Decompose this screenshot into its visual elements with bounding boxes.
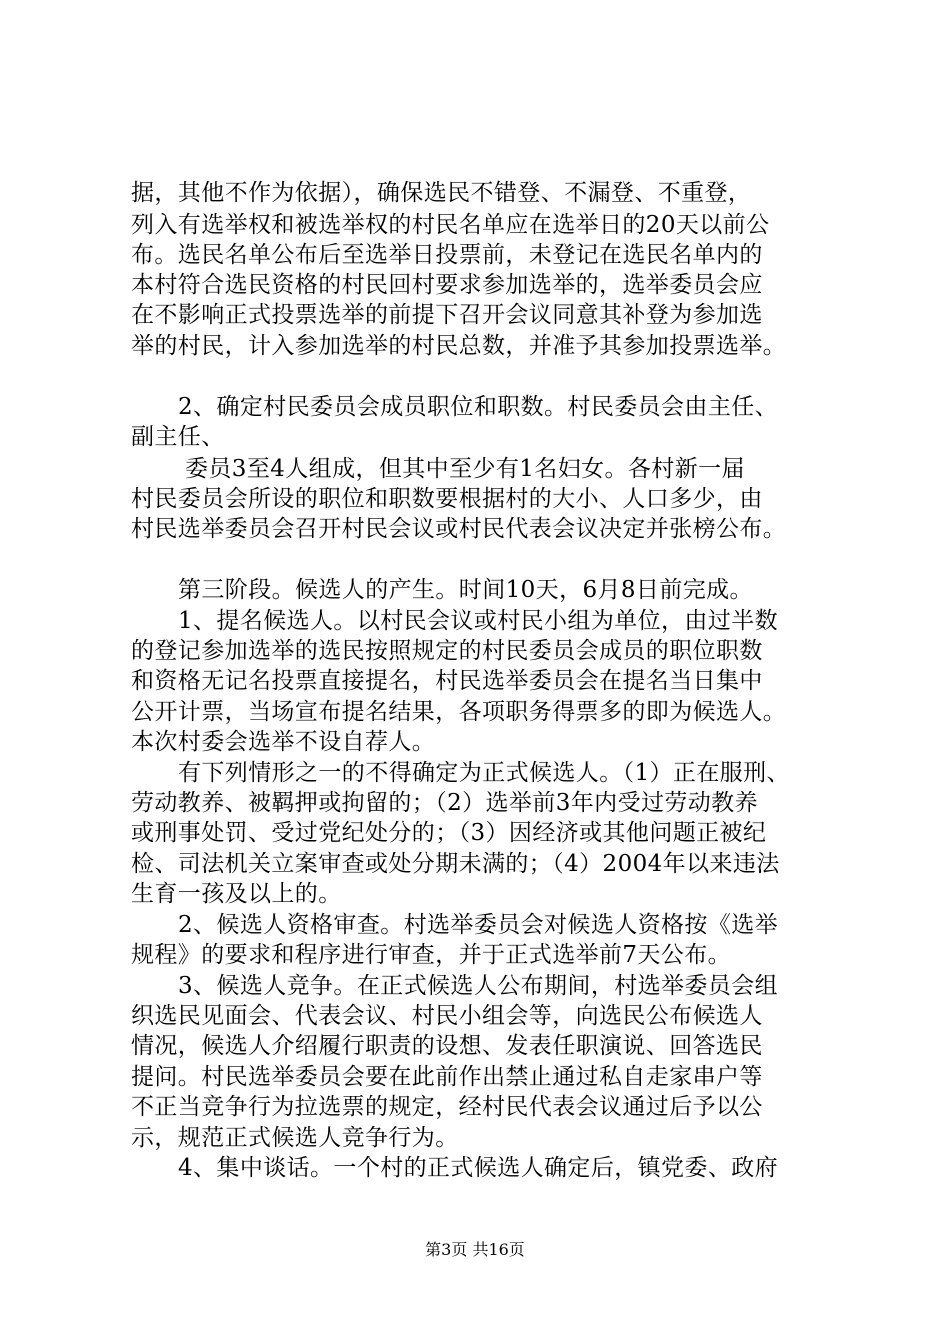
text-line-20: 或刑事处罚、受过党纪处分的；（3）因经济或其他问题正被纪 [131, 820, 767, 846]
page-footer: 第3页 共16页 [425, 1240, 525, 1259]
text-line-5: 在不影响正式投票选举的前提下召开会议同意其补登为参加选 [131, 302, 763, 328]
text-line-1: 据，其他不作为依据），确保选民不错登、不漏登、不重登， [131, 180, 752, 206]
text-line-15: 和资格无记名投票直接提名，村民选举委员会在提名当日集中 [131, 668, 763, 694]
text-line-9: 委员3至4人组成，但其中至少有1名妇女。各村新一届 [185, 456, 745, 482]
text-line-22: 生育一孩及以上的。 [131, 881, 342, 907]
text-line-2: 列入有选举权和被选举权的村民名单应在选举日的20天以前公 [131, 212, 770, 238]
text-line-3: 布。选民名单公布后至选举日投票前，未登记在选民名单内的 [131, 242, 763, 268]
text-line-12: 第三阶段。候选人的产生。时间10天，6月8日前完成。 [178, 577, 753, 603]
text-line-30: 示，规范正式候选人竞争行为。 [131, 1125, 459, 1151]
text-line-24: 规程》的要求和程序进行审查，并于正式选举前7天公布。 [131, 942, 732, 968]
text-line-16: 公开计票，当场宣布提名结果，各项职务得票多的即为候选人。 [131, 699, 787, 725]
text-line-13: 1、提名候选人。以村民会议或村民小组为单位，由过半数 [178, 608, 779, 634]
text-line-10: 村民委员会所设的职位和职数要根据村的大小、人口多少，由 [131, 486, 763, 512]
text-line-18: 有下列情形之一的不得确定为正式候选人。（1）正在服刑、 [178, 760, 790, 786]
text-line-6: 举的村民，计入参加选举的村民总数，并准予其参加投票选举。 [131, 333, 787, 359]
text-line-17: 本次村委会选举不设自荐人。 [131, 729, 436, 755]
text-line-19: 劳动教养、被羁押或拘留的；（2）选举前3年内受过劳动教养 [131, 790, 758, 816]
text-line-11: 村民选举委员会召开村民会议或村民代表会议决定并张榜公布。 [131, 516, 787, 542]
text-line-21: 检、司法机关立案审查或处分期未满的；（4）2004年以来违法 [131, 851, 780, 877]
text-line-27: 情况，候选人介绍履行职责的设想、发表任职演说、回答选民 [131, 1033, 763, 1059]
text-line-28: 提问。村民选举委员会要在此前作出禁止通过私自走家串户等 [131, 1064, 763, 1090]
text-line-25: 3、候选人竞争。在正式候选人公布期间，村选举委员会组 [178, 973, 779, 999]
text-line-4: 本村符合选民资格的村民回村要求参加选举的，选举委员会应 [131, 272, 763, 298]
text-line-7: 2、确定村民委员会成员职位和职数。村民委员会由主任、 [178, 394, 779, 420]
text-line-8: 副主任、 [131, 424, 225, 450]
text-line-26: 织选民见面会、代表会议、村民小组会等，向选民公布候选人 [131, 1003, 763, 1029]
text-line-14: 的登记参加选举的选民按照规定的村民委员会成员的职位职数 [131, 638, 763, 664]
text-line-23: 2、候选人资格审查。村选举委员会对候选人资格按《选举 [178, 912, 779, 938]
text-line-31: 4、集中谈话。一个村的正式候选人确定后，镇党委、政府 [178, 1155, 779, 1181]
text-line-29: 不正当竞争行为拉选票的规定，经村民代表会议通过后予以公 [131, 1094, 763, 1120]
